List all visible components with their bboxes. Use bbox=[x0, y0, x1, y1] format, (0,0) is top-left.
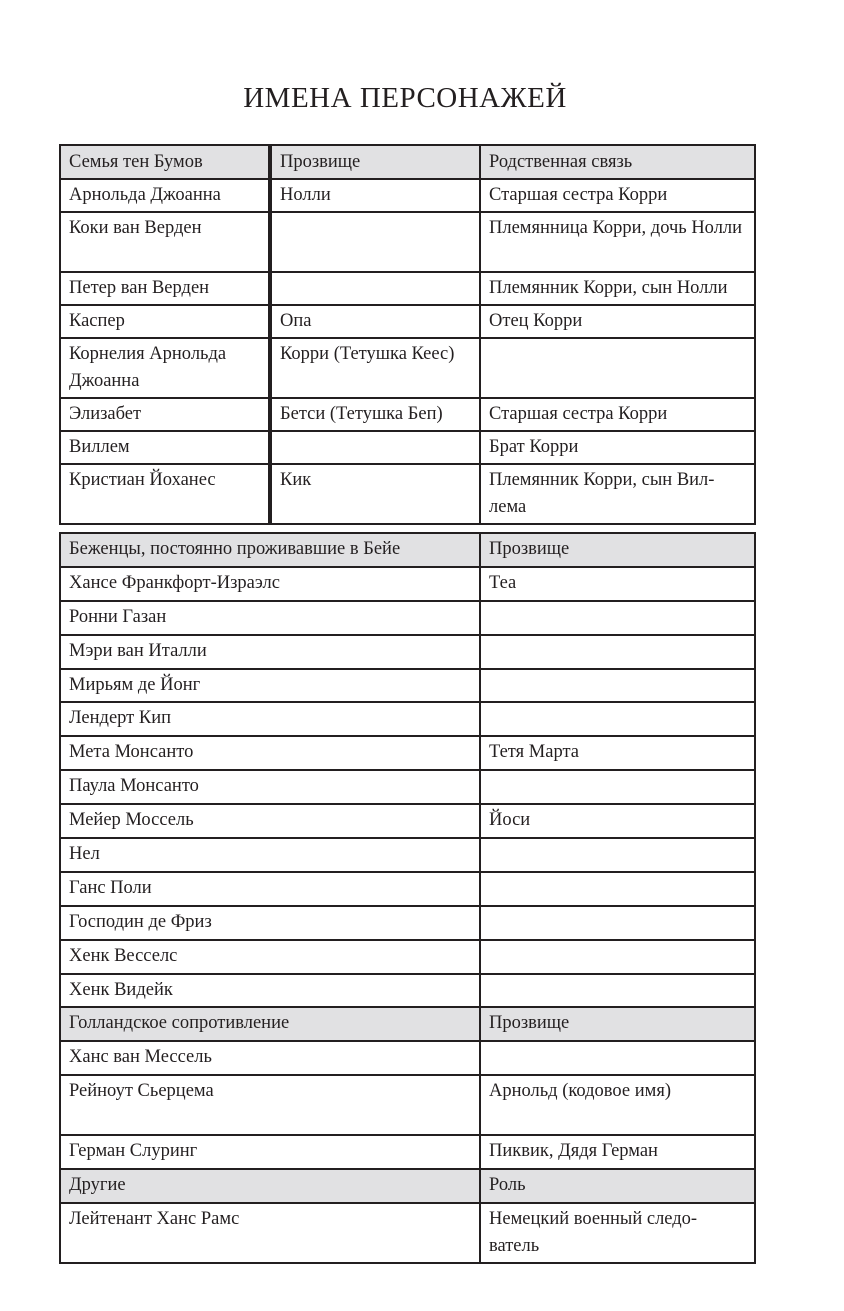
table-row bbox=[60, 770, 755, 804]
header-cell: Родственная связь bbox=[480, 145, 755, 179]
table-row bbox=[60, 804, 755, 838]
others-header-row bbox=[60, 1169, 755, 1203]
nickname-cell bbox=[480, 906, 755, 940]
refugees-table bbox=[59, 532, 756, 1264]
name-cell: Паула Монсанто bbox=[60, 770, 480, 804]
name-cell: Мирьям де Йонг bbox=[60, 669, 480, 703]
table-row bbox=[60, 398, 755, 431]
table-row bbox=[60, 431, 755, 464]
header-cell: Прозвище bbox=[480, 1007, 755, 1041]
name-cell: Виллем bbox=[60, 431, 270, 464]
nickname-cell: Арнольд (кодовое имя) bbox=[480, 1075, 755, 1135]
name-cell: Мейер Моссель bbox=[60, 804, 480, 838]
nickname-cell bbox=[480, 1041, 755, 1075]
table-row bbox=[60, 974, 755, 1008]
name-cell: Ганс Поли bbox=[60, 872, 480, 906]
name-cell: Герман Слуринг bbox=[60, 1135, 480, 1169]
nickname-cell bbox=[270, 212, 480, 272]
table-header-row bbox=[60, 145, 755, 179]
header-cell: Другие bbox=[60, 1169, 480, 1203]
name-cell: Кристиан Йоханес bbox=[60, 464, 270, 524]
page-title: ИМЕНА ПЕРСОНАЖЕЙ bbox=[243, 82, 567, 114]
table-row bbox=[60, 1075, 755, 1135]
table-row bbox=[60, 702, 755, 736]
name-cell: Хансе Франкфорт-Израэлс bbox=[60, 567, 480, 601]
table-row bbox=[60, 940, 755, 974]
name-cell: Корнелия Арнольда Джоанна bbox=[60, 338, 270, 398]
nickname-cell: Теа bbox=[480, 567, 755, 601]
nickname-cell: Бетси (Тетушка Беп) bbox=[270, 398, 480, 431]
table-row bbox=[60, 838, 755, 872]
table-row bbox=[60, 305, 755, 338]
name-cell: Элизабет bbox=[60, 398, 270, 431]
table-row bbox=[60, 567, 755, 601]
name-cell: Лейтенант Ханс Рамс bbox=[60, 1203, 480, 1263]
nickname-cell bbox=[480, 635, 755, 669]
table-row bbox=[60, 1203, 755, 1263]
table-row bbox=[60, 212, 755, 272]
table-row bbox=[60, 736, 755, 770]
relation-cell bbox=[480, 338, 755, 398]
table-row bbox=[60, 338, 755, 398]
relation-cell: Племянница Корри, дочь Нолли bbox=[480, 212, 755, 272]
nickname-cell bbox=[480, 974, 755, 1008]
header-cell: Беженцы, постоянно проживавшие в Бейе bbox=[60, 533, 480, 567]
table-row bbox=[60, 635, 755, 669]
nickname-cell: Кик bbox=[270, 464, 480, 524]
relation-cell: Старшая сестра Корри bbox=[480, 398, 755, 431]
table-row bbox=[60, 906, 755, 940]
relation-cell: Племянник Корри, сын Вил-лема bbox=[480, 464, 755, 524]
nickname-cell bbox=[480, 940, 755, 974]
table-row bbox=[60, 1135, 755, 1169]
relation-cell: Старшая сестра Корри bbox=[480, 179, 755, 212]
nickname-cell bbox=[480, 770, 755, 804]
resistance-header-row bbox=[60, 1007, 755, 1041]
table-row bbox=[60, 464, 755, 524]
table-row bbox=[60, 179, 755, 212]
table-row bbox=[60, 669, 755, 703]
nickname-cell: Тетя Марта bbox=[480, 736, 755, 770]
nickname-cell: Йоси bbox=[480, 804, 755, 838]
name-cell: Ронни Газан bbox=[60, 601, 480, 635]
nickname-cell: Пиквик, Дядя Герман bbox=[480, 1135, 755, 1169]
name-cell: Арнольда Джоанна bbox=[60, 179, 270, 212]
nickname-cell bbox=[480, 872, 755, 906]
header-cell: Голландское сопротивление bbox=[60, 1007, 480, 1041]
nickname-cell bbox=[480, 601, 755, 635]
table-row bbox=[60, 872, 755, 906]
family-table bbox=[59, 144, 756, 525]
name-cell: Хенк Видейк bbox=[60, 974, 480, 1008]
nickname-cell: Корри (Тетушка Кеес) bbox=[270, 338, 480, 398]
table-row bbox=[60, 1041, 755, 1075]
table-header-row bbox=[60, 533, 755, 567]
name-cell: Господин де Фриз bbox=[60, 906, 480, 940]
header-cell: Роль bbox=[480, 1169, 755, 1203]
nickname-cell: Нолли bbox=[270, 179, 480, 212]
table-row bbox=[60, 601, 755, 635]
name-cell: Петер ван Верден bbox=[60, 272, 270, 305]
nickname-cell bbox=[270, 272, 480, 305]
name-cell: Ханс ван Мессель bbox=[60, 1041, 480, 1075]
role-cell: Немецкий военный следо-ватель bbox=[480, 1203, 755, 1263]
relation-cell: Брат Корри bbox=[480, 431, 755, 464]
header-cell: Прозвище bbox=[270, 145, 480, 179]
nickname-cell: Опа bbox=[270, 305, 480, 338]
name-cell: Лендерт Кип bbox=[60, 702, 480, 736]
name-cell: Мета Монсанто bbox=[60, 736, 480, 770]
name-cell: Мэри ван Италли bbox=[60, 635, 480, 669]
nickname-cell bbox=[480, 838, 755, 872]
name-cell: Каспер bbox=[60, 305, 270, 338]
table-row bbox=[60, 272, 755, 305]
relation-cell: Отец Корри bbox=[480, 305, 755, 338]
nickname-cell bbox=[480, 669, 755, 703]
header-cell: Прозвище bbox=[480, 533, 755, 567]
name-cell: Хенк Весселс bbox=[60, 940, 480, 974]
name-cell: Коки ван Верден bbox=[60, 212, 270, 272]
relation-cell: Племянник Корри, сын Нолли bbox=[480, 272, 755, 305]
nickname-cell bbox=[270, 431, 480, 464]
name-cell: Рейноут Сьерцема bbox=[60, 1075, 480, 1135]
nickname-cell bbox=[480, 702, 755, 736]
name-cell: Нел bbox=[60, 838, 480, 872]
header-cell: Семья тен Бумов bbox=[60, 145, 270, 179]
